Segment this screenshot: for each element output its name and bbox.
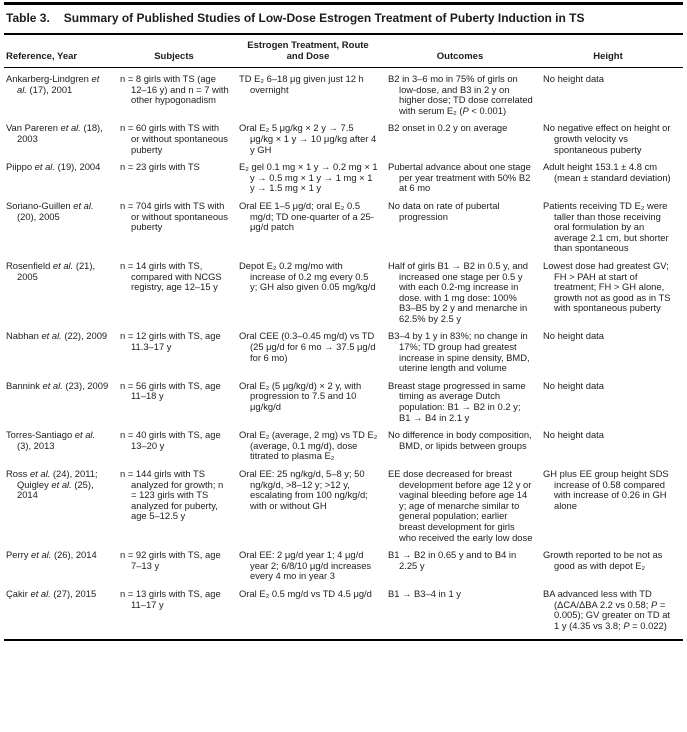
cell-outcomes: No difference in body composition, BMD, or lipids between groups bbox=[388, 429, 532, 451]
cell-reference: Rosenfield et al. (21), 2005 bbox=[6, 259, 96, 282]
header-row bbox=[4, 35, 683, 68]
column-header-treatment: Estrogen Treatment, Route and Dose bbox=[238, 35, 387, 68]
cell-reference: Çakir et al. (27), 2015 bbox=[6, 587, 97, 599]
cell-subjects: n = 12 girls with TS, age 11.3–17 y bbox=[120, 330, 221, 353]
cell-outcomes: B3–4 by 1 y in 83%; no change in 17%; TD group had greatest increase in spine density, BMD, uterine length and volume bbox=[388, 330, 530, 374]
cell-outcomes: Pubertal advance about one stage per year treatment with 50% B2 at 6 mo bbox=[388, 161, 531, 194]
table-row bbox=[4, 550, 683, 589]
cell-height: No height data bbox=[543, 73, 604, 84]
studies-table bbox=[4, 35, 683, 641]
cell-outcomes: B1 → B2 in 0.65 y and to B4 in 2.25 y bbox=[388, 549, 517, 571]
table-row bbox=[4, 162, 683, 201]
cell-subjects: n = 56 girls with TS, age 11–18 y bbox=[120, 379, 221, 402]
cell-treatment: Oral E₂ (average, 2 mg) vs TD E₂ (average, 0.1 mg/d), dose titrated to plasma E₂ bbox=[239, 429, 378, 462]
cell-outcomes: B1 → B3–4 in 1 y bbox=[388, 587, 461, 599]
cell-height: Growth reported to be not as good as with depot E₂ bbox=[543, 549, 663, 571]
cell-subjects: n = 8 girls with TS (age 12–16 y) and n = 7 with other hypogonadism bbox=[120, 73, 229, 106]
table-row bbox=[4, 381, 683, 430]
cell-subjects: n = 40 girls with TS, age 13–20 y bbox=[120, 429, 221, 451]
cell-subjects: n = 704 girls with TS with or without spontaneous puberty bbox=[120, 199, 228, 233]
cell-height: Adult height 153.1 ± 4.8 cm (mean ± standard deviation) bbox=[543, 161, 671, 183]
cell-reference: Ross et al. (24), 2011; Quigley et al. (25), 2014 bbox=[6, 468, 98, 501]
cell-treatment: TD E₂ 6–18 μg given just 12 h overnight bbox=[239, 73, 364, 95]
cell-outcomes: EE dose decreased for breast development before age 12 y or vaginal bleeding before age 14 y; age of menarche similar to general population; earlier breast development for girls who received the early low dose bbox=[388, 468, 533, 543]
cell-reference: Soriano-Guillen et al. (20), 2005 bbox=[6, 199, 94, 222]
cell-height: No height data bbox=[543, 429, 604, 441]
cell-outcomes: Breast stage progressed in same timing as average Dutch population: B1 → B2 in 0.2 y; B1 → B4 in 2.1 y bbox=[388, 379, 526, 423]
cell-reference: Bannink et al. (23), 2009 bbox=[6, 379, 109, 391]
cell-treatment: Oral CEE (0.3–0.45 mg/d) vs TD (25 μg/d for 6 mo → 37.5 μg/d for 6 mo) bbox=[239, 330, 376, 363]
studies-table-body bbox=[4, 68, 683, 641]
cell-treatment: Depot E₂ 0.2 mg/mo with increase of 0.2 mg every 0.5 y; GH also given 0.05 mg/kg/d bbox=[239, 259, 376, 293]
cell-treatment: E₂ gel 0.1 mg × 1 y → 0.2 mg × 1 y → 0.5 mg × 1 y → 1 mg × 1 y → 1.5 mg × 1 y bbox=[239, 161, 378, 194]
cell-subjects: n = 60 girls with TS with or without spontaneous puberty bbox=[120, 122, 228, 155]
table-caption: Summary of Published Studies of Low-Dose Estrogen Treatment of Puberty Induction in TS bbox=[63, 11, 585, 25]
column-header-outcomes: Outcomes bbox=[387, 35, 542, 68]
cell-height: GH plus EE group height SDS increase of 0.58 compared with increase of 0.26 in GH alone bbox=[543, 468, 669, 511]
cell-outcomes: Half of girls B1 → B2 in 0.5 y, and increased one stage per 0.5 y with each 0.2-mg increase in dose. with 1 mg dose: 100% B3–B5 by 2 y and menarche in 62.5% by 2.5 y bbox=[388, 259, 528, 324]
cell-reference: Torres-Santiago et al. (3), 2013 bbox=[6, 429, 96, 451]
cell-treatment: Oral E₂ 5 μg/kg × 2 y → 7.5 μg/kg × 1 y → 10 μg/kg after 4 y GH bbox=[239, 122, 377, 155]
table-row bbox=[4, 430, 683, 469]
cell-subjects: n = 13 girls with TS, age 11–17 y bbox=[120, 587, 221, 610]
cell-subjects: n = 92 girls with TS, age 7–13 y bbox=[120, 549, 221, 571]
table-row bbox=[4, 469, 683, 550]
table-label: Table 3. bbox=[6, 11, 50, 25]
table-row bbox=[4, 123, 683, 162]
cell-height: BA advanced less with TD (ΔCA/ΔBA 2.2 vs 0.58; P = 0.005); GV greater on TD at 1 y (4.35 vs 3.8; P = 0.022) bbox=[543, 587, 671, 631]
cell-treatment: Oral E₂ (5 μg/kg/d) × 2 y, with progression to 7.5 and 10 μg/kg/d bbox=[239, 379, 362, 413]
cell-height: No height data bbox=[543, 379, 604, 391]
cell-reference: Perry et al. (26), 2014 bbox=[6, 549, 97, 561]
table-row bbox=[4, 68, 683, 124]
cell-reference: Piippo et al. (19), 2004 bbox=[6, 161, 101, 173]
table-title bbox=[4, 2, 683, 35]
cell-subjects: n = 14 girls with TS, compared with NCGS registry, age 12–15 y bbox=[120, 259, 222, 293]
column-header-height: Height bbox=[542, 35, 683, 68]
cell-treatment: Oral EE 1–5 μg/d; oral E₂ 0.5 mg/d; TD one-quarter of a 25-μg/d patch bbox=[239, 199, 374, 233]
cell-outcomes: B2 onset in 0.2 y on average bbox=[388, 122, 508, 134]
cell-height: Lowest dose had greatest GV; FH > PAH at start of treatment; FH > GH alone, growth not as good as in TS with spontaneous puberty bbox=[543, 259, 671, 314]
cell-outcomes: No data on rate of pubertal progression bbox=[388, 199, 500, 222]
table-row bbox=[4, 261, 683, 332]
cell-height: Patients receiving TD E₂ were taller than those receiving oral formulation by an average 2.1 cm, but shorter than spontaneous bbox=[543, 199, 669, 254]
cell-subjects: n = 144 girls with TS analyzed for growth; n = 123 girls with TS analyzed for puberty, age 5–12.5 y bbox=[120, 468, 224, 522]
table-row bbox=[4, 589, 683, 640]
cell-treatment: Oral E₂ 0.5 mg/d vs TD 4.5 μg/d bbox=[239, 587, 372, 599]
table-row bbox=[4, 331, 683, 380]
cell-reference: Ankarberg-Lindgren et al. (17), 2001 bbox=[6, 73, 100, 95]
cell-treatment: Oral EE: 2 μg/d year 1; 4 μg/d year 2; 6/8/10 μg/d increases every 4 mo in year 3 bbox=[239, 549, 372, 582]
cell-subjects: n = 23 girls with TS bbox=[120, 161, 200, 173]
cell-outcomes: B2 in 3–6 mo in 75% of girls on low-dose, and B3 in 2 y on higher dose; TD dose correlated with serum E₂ (P < 0.001) bbox=[388, 73, 533, 116]
cell-height: No height data bbox=[543, 330, 604, 342]
cell-treatment: Oral EE: 25 ng/kg/d, 5–8 y; 50 ng/kg/d, >8–12 y; >12 y, escalating from 100 ng/kg/d; with or without GH bbox=[239, 468, 368, 511]
table-row bbox=[4, 201, 683, 261]
cell-height: No negative effect on height or growth velocity vs spontaneous puberty bbox=[543, 122, 671, 155]
cell-reference: Nabhan et al. (22), 2009 bbox=[6, 330, 108, 342]
column-header-subjects: Subjects bbox=[119, 35, 238, 68]
cell-reference: Van Pareren et al. (18), 2003 bbox=[6, 122, 103, 144]
column-header-reference: Reference, Year bbox=[4, 35, 119, 68]
